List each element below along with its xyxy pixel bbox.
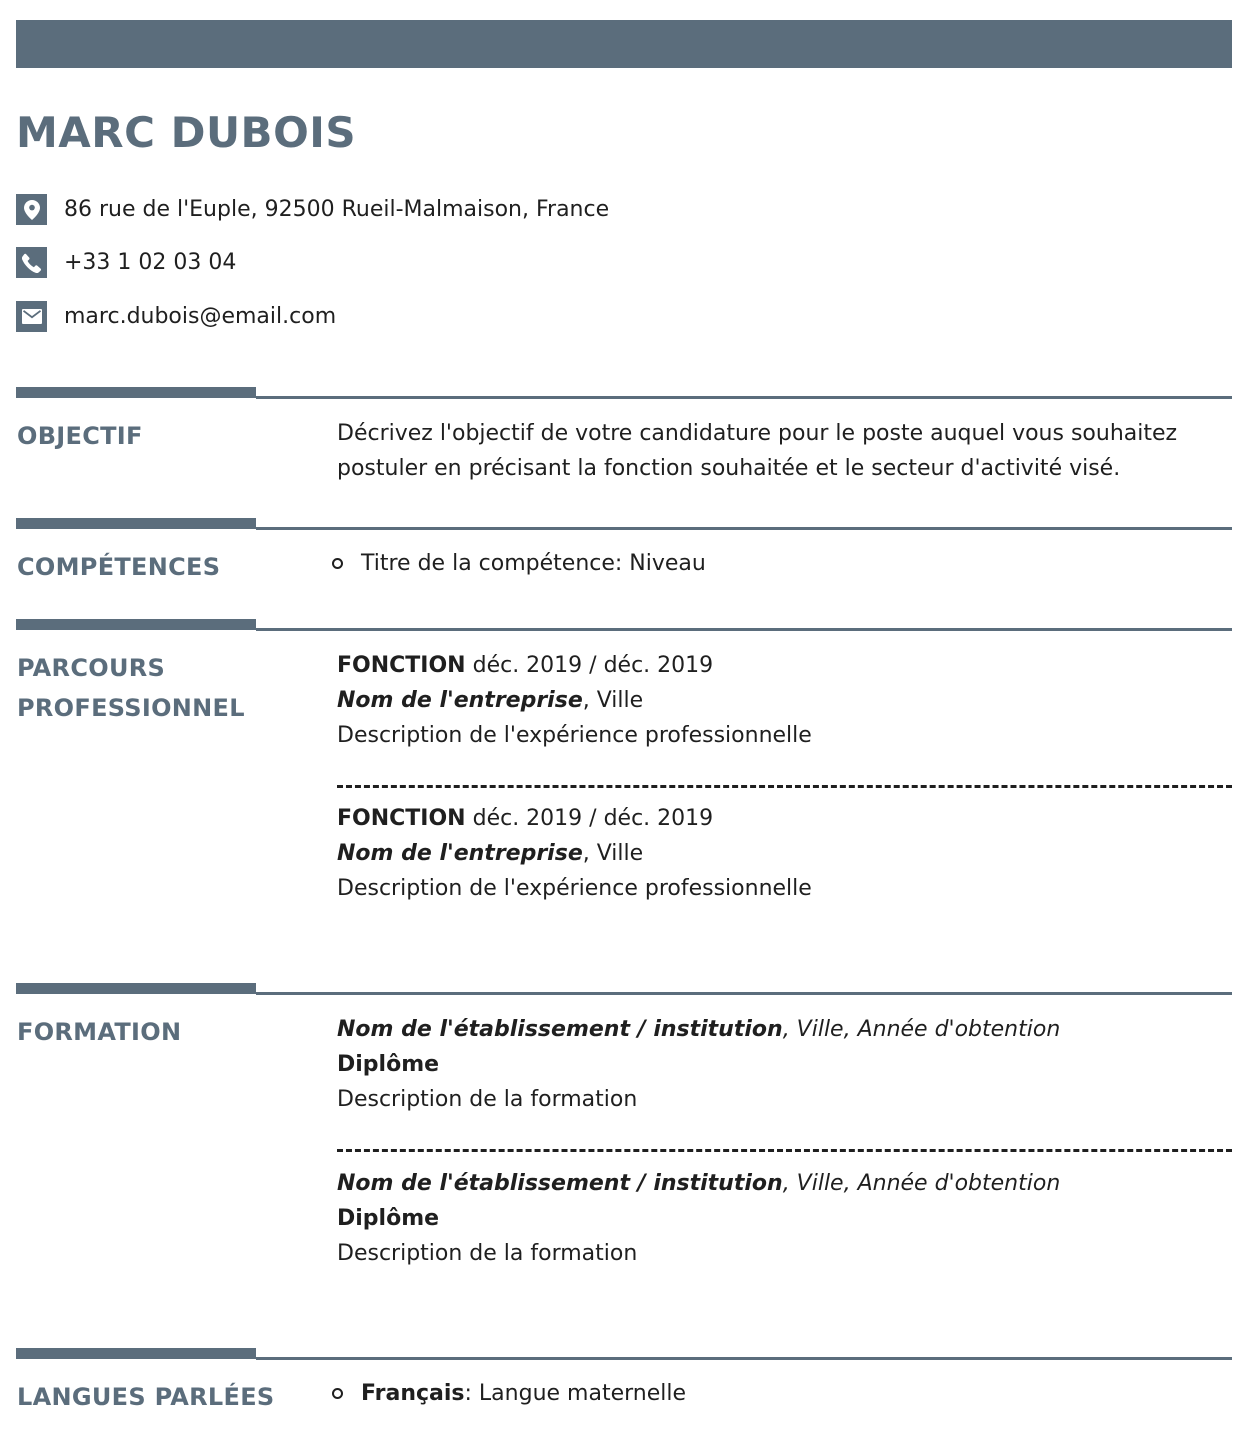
experience-entry <box>337 801 812 906</box>
experience-fonction: FONCTION <box>337 653 466 678</box>
objectif-text <box>337 416 1177 486</box>
formation-details: , Ville, Année d'obtention <box>782 1017 1061 1042</box>
experience-company-line <box>337 683 812 718</box>
experience-dates: déc. 2019 / déc. 2019 <box>465 806 714 831</box>
experience-company: Nom de l'entreprise <box>337 841 583 866</box>
competence-text: Titre de la compétence: Niveau <box>361 551 706 576</box>
section-divider <box>16 619 1232 633</box>
contact-phone <box>16 247 236 278</box>
experience-description: Description de l'expérience professionnelle <box>337 723 812 748</box>
section-title-parcours <box>17 648 245 728</box>
section-title-langues: LANGUES PARLÉES <box>17 1383 275 1411</box>
langue-item <box>331 1381 686 1406</box>
section-divider <box>16 387 1232 401</box>
envelope-icon <box>16 301 47 332</box>
formation-description: Description de la formation <box>337 1087 638 1112</box>
section-divider <box>16 983 1232 997</box>
phone-icon <box>16 247 47 278</box>
location-pin-icon <box>16 194 47 225</box>
formation-entry <box>337 1012 1060 1117</box>
experience-city: , Ville <box>582 688 644 713</box>
formation-institution: Nom de l'établissement / institution <box>337 1017 783 1042</box>
email-text: marc.dubois@email.com <box>64 304 337 329</box>
section-title-objectif: OBJECTIF <box>17 422 143 450</box>
langue-name: Français <box>361 1381 465 1406</box>
section-title-line: PARCOURS <box>17 654 166 682</box>
header-banner <box>16 20 1232 68</box>
section-title-competences: COMPÉTENCES <box>17 553 221 581</box>
competence-item <box>331 551 706 576</box>
objectif-line: postuler en précisant la fonction souhaitée et le secteur d'activité visé. <box>337 456 1121 481</box>
bullet-circle-icon <box>332 558 343 569</box>
section-divider <box>16 518 1232 532</box>
formation-description: Description de la formation <box>337 1241 638 1266</box>
experience-entry <box>337 648 812 753</box>
dashed-separator <box>337 1149 1232 1152</box>
address-text: 86 rue de l'Euple, 92500 Rueil-Malmaison, France <box>64 197 610 222</box>
langue-level: : Langue maternelle <box>464 1381 687 1406</box>
formation-heading <box>337 1166 1060 1201</box>
formation-institution: Nom de l'établissement / institution <box>337 1171 783 1196</box>
phone-text: +33 1 02 03 04 <box>64 250 237 275</box>
formation-diploma: Diplôme <box>337 1052 440 1077</box>
experience-company: Nom de l'entreprise <box>337 688 583 713</box>
candidate-name: MARC DUBOIS <box>16 108 357 157</box>
objectif-line: Décrivez l'objectif de votre candidature pour le poste auquel vous souhaitez <box>337 421 1178 446</box>
experience-heading <box>337 801 812 836</box>
formation-heading <box>337 1012 1060 1047</box>
experience-fonction: FONCTION <box>337 806 466 831</box>
experience-company-line <box>337 836 812 871</box>
formation-entry <box>337 1166 1060 1271</box>
formation-diploma: Diplôme <box>337 1206 440 1231</box>
formation-details: , Ville, Année d'obtention <box>782 1171 1061 1196</box>
bullet-circle-icon <box>332 1388 343 1399</box>
experience-heading <box>337 648 812 683</box>
experience-description: Description de l'expérience professionnelle <box>337 876 812 901</box>
section-title-formation: FORMATION <box>17 1018 182 1046</box>
section-title-line: PROFESSIONNEL <box>17 694 245 722</box>
experience-city: , Ville <box>582 841 644 866</box>
experience-dates: déc. 2019 / déc. 2019 <box>465 653 714 678</box>
contact-email <box>16 301 336 332</box>
contact-address <box>16 194 609 225</box>
dashed-separator <box>337 785 1232 788</box>
section-divider <box>16 1348 1232 1362</box>
